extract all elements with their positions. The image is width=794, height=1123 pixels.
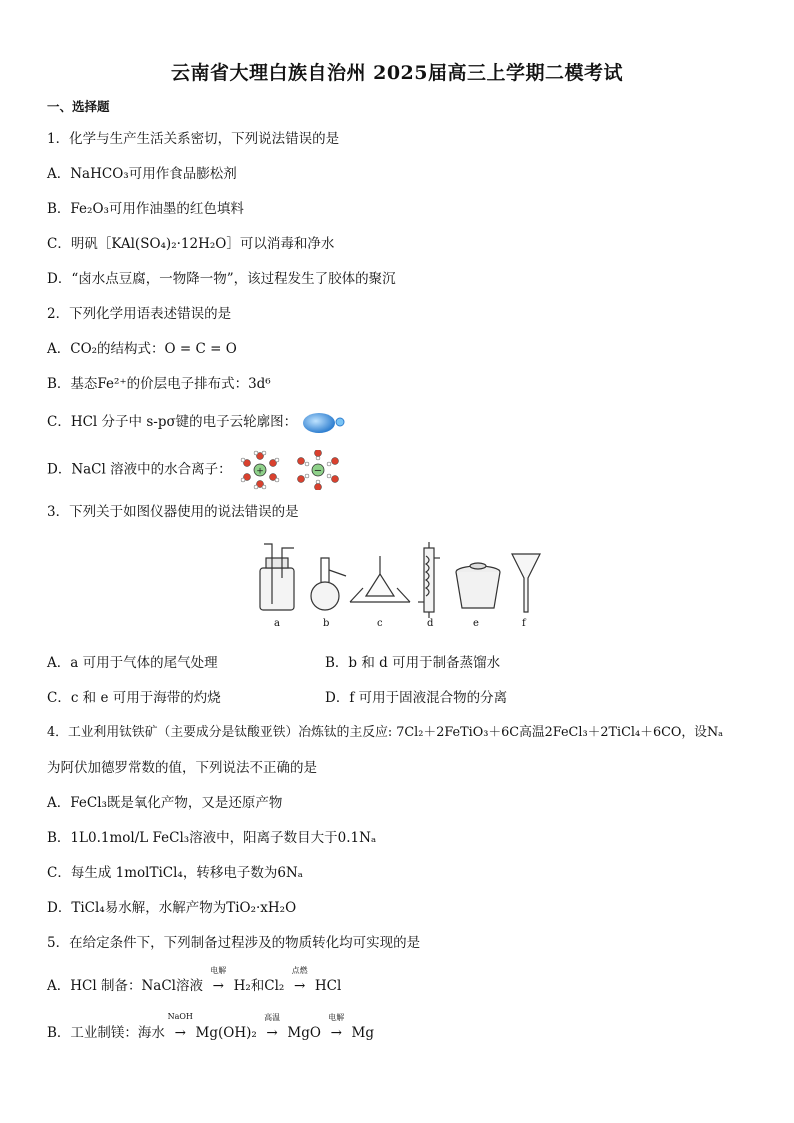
- q3-option-a: A．a 可用于气体的尾气处理: [47, 655, 218, 671]
- apparatus-label-a: a: [274, 618, 280, 629]
- hydrated-ions-figure: [236, 450, 346, 490]
- q5-b-prefix: B．工业制镁：海水: [47, 1025, 165, 1041]
- distilling-flask-icon: [311, 558, 346, 610]
- q4-stem-line2: 为阿伏加德罗常数的值，下列说法不正确的是: [47, 760, 317, 776]
- q2-option-a: A．CO₂的结构式：O = C = O: [47, 341, 237, 357]
- crucible-icon: [456, 563, 500, 608]
- apparatus-label-e: e: [473, 618, 479, 629]
- section-heading: 一、选择题: [47, 99, 110, 114]
- arrow-condition: 高温: [264, 1013, 281, 1022]
- reaction-arrow: 电解 →: [207, 978, 229, 994]
- q2-stem: 2．下列化学用语表述错误的是: [47, 306, 232, 322]
- lab-apparatus-figure: [250, 538, 550, 633]
- reaction-arrow: 电解 →: [325, 1025, 347, 1041]
- q3-stem: 3．下列关于如图仪器使用的说法错误的是: [47, 504, 299, 520]
- reaction-arrow: 高温 →: [261, 1025, 283, 1041]
- q2-option-c: C．HCl 分子中 s-pσ键的电子云轮廓图：: [47, 414, 298, 430]
- q5-a-prefix: A．HCl 制备：NaCl溶液: [47, 978, 203, 994]
- q3-option-c: C．c 和 e 可用于海带的灼烧: [47, 690, 221, 706]
- q5-option-b: [47, 1012, 374, 1041]
- q5-b-intermediate-2: MgO: [287, 1025, 321, 1041]
- q4-option-a: A．FeCl₃既是氧化产物，又是还原产物: [47, 795, 283, 811]
- funnel-icon: [512, 554, 540, 612]
- arrow-condition: 电解: [210, 966, 227, 975]
- q2-option-d: D．NaCl 溶液中的水合离子：: [47, 461, 232, 478]
- apparatus-label-c: c: [377, 618, 383, 629]
- svg-text:−: −: [313, 465, 323, 477]
- chloride-ion-cluster: [297, 450, 338, 490]
- condenser-icon: [418, 542, 440, 618]
- q1-stem: 1．化学与生产生活关系密切，下列说法错误的是: [47, 131, 340, 147]
- gas-washing-bottle-icon: [260, 544, 294, 610]
- q4-stem-line1: 4．工业利用钛铁矿（主要成分是钛酸亚铁）冶炼钛的主反应: 7Cl₂＋2FeTiO₃＋6C高温2FeCl₃＋2TiCl₄＋6CO，设Nₐ: [47, 725, 724, 740]
- q1-option-c: C．明矾［KAl(SO₄)₂·12H₂O］可以消毒和净水: [47, 236, 335, 252]
- q2-option-b: B．基态Fe²⁺的价层电子排布式：3d⁶: [47, 376, 271, 392]
- q2-option-d-row: [47, 450, 346, 490]
- q5-option-a: [47, 966, 342, 994]
- apparatus-label-f: f: [522, 618, 526, 629]
- svg-text:+: +: [256, 466, 264, 477]
- reaction-arrow: NaOH →: [169, 1025, 191, 1041]
- arrow-condition: NaOH: [167, 1012, 193, 1021]
- q5-a-intermediate: H₂和Cl₂: [233, 978, 285, 994]
- q5-stem: 5．在给定条件下，下列制备过程涉及的物质转化均可实现的是: [47, 935, 421, 951]
- q1-option-a: A．NaHCO₃可用作食品膨松剂: [47, 166, 237, 182]
- arrow-condition: 点燃: [291, 966, 308, 975]
- q4-option-d: D．TiCl₄易水解，水解产物为TiO₂·xH₂O: [47, 900, 297, 916]
- q1-option-d: D．“卤水点豆腐，一物降一物”，该过程发生了胶体的聚沉: [47, 271, 396, 287]
- q5-b-product: Mg: [351, 1025, 374, 1041]
- q4-option-c: C．每生成 1molTiCl₄，转移电子数为6Nₐ: [47, 865, 303, 881]
- q5-a-product: HCl: [314, 978, 342, 994]
- q1-option-b: B．Fe₂O₃可用作油墨的红色填料: [47, 201, 244, 217]
- q4-option-b: B．1L0.1mol/L FeCl₃溶液中，阳离子数目大于0.1Nₐ: [47, 830, 377, 846]
- q3-option-d: D．f 可用于固液混合物的分离: [325, 690, 508, 706]
- q3-option-b: B．b 和 d 可用于制备蒸馏水: [325, 655, 501, 671]
- apparatus-label-d: d: [427, 618, 434, 629]
- electron-cloud-figure: [301, 411, 349, 435]
- exam-title: 云南省大理白族自治州 2025届高三上学期二模考试: [171, 62, 623, 84]
- sodium-ion-cluster: [241, 451, 279, 489]
- apparatus-label-b: b: [323, 618, 330, 629]
- clay-triangle-icon: [350, 556, 410, 602]
- q5-b-intermediate-1: Mg(OH)₂: [195, 1025, 257, 1041]
- q2-option-c-row: [47, 410, 349, 435]
- reaction-arrow: 点燃 →: [289, 978, 311, 994]
- arrow-condition: 电解: [328, 1013, 345, 1022]
